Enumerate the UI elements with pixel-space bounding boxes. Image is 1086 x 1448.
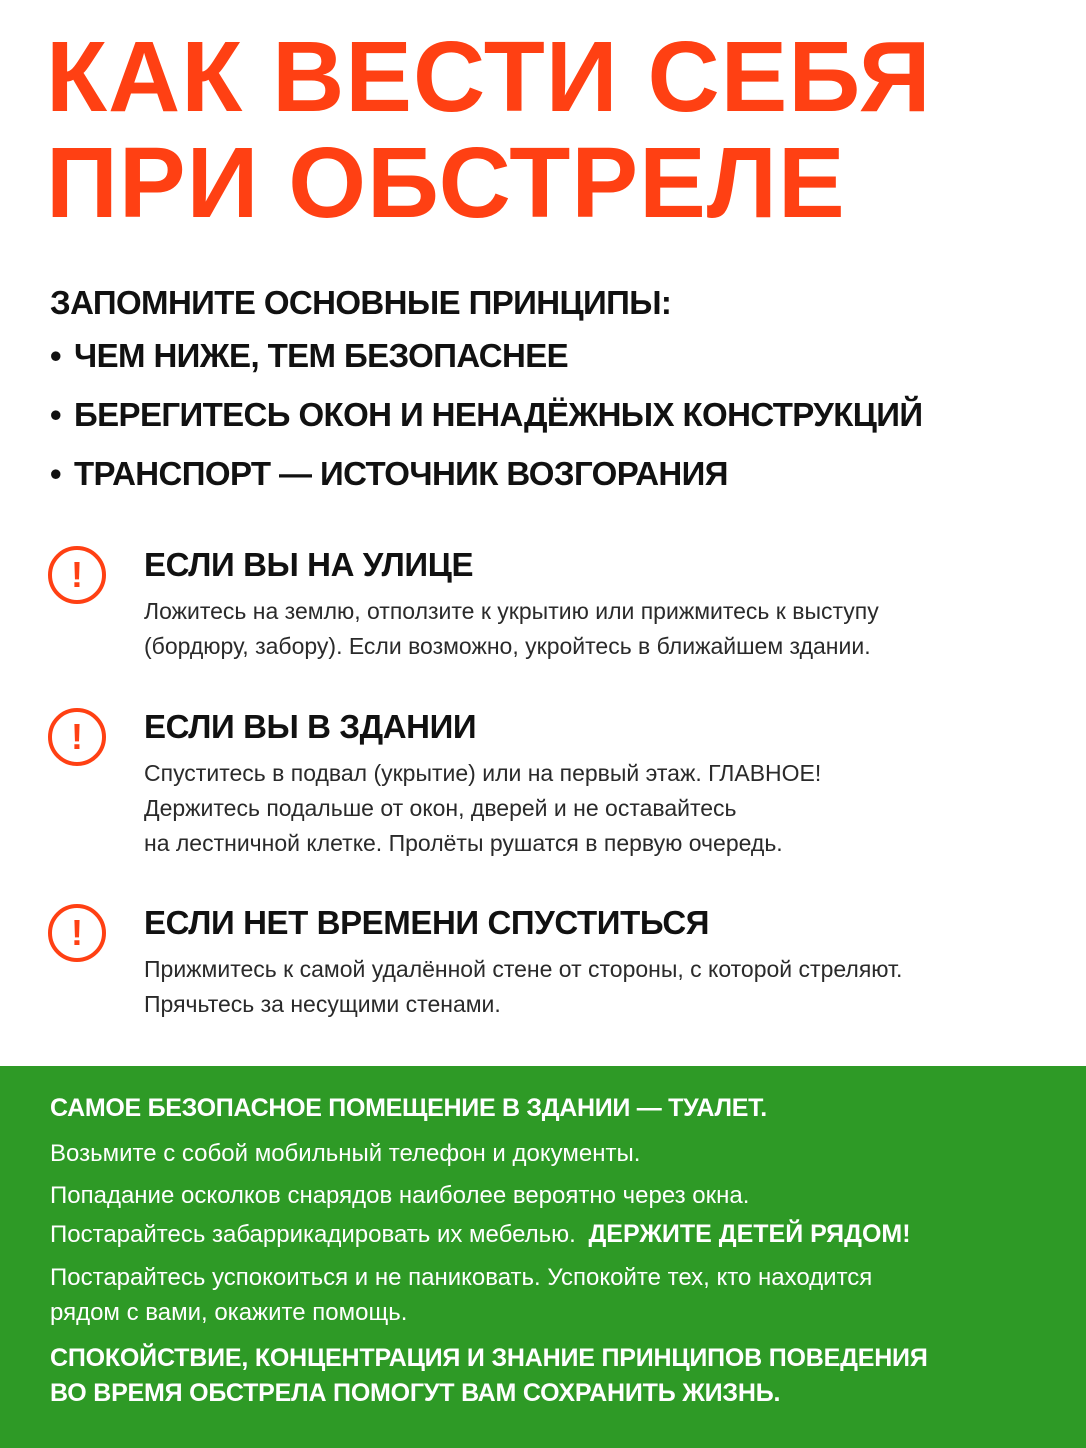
section-title: ЕСЛИ ВЫ НА УЛИЦЕ [144, 546, 474, 583]
keep-children-notice: ДЕРЖИТЕ ДЕТЕЙ РЯДОМ! [588, 1220, 911, 1248]
bullet-icon: • [50, 455, 61, 492]
principles-block [50, 284, 1050, 513]
title-line-2: ПРИ ОБСТРЕЛЕ [46, 127, 846, 239]
safety-panel [0, 1066, 1086, 1448]
section-line: Спуститесь в подвал (укрытие) или на первый этаж. ГЛАВНОЕ! [144, 760, 822, 786]
principle-item [50, 454, 1050, 513]
safety-line: Постарайтесь успокоиться и не паниковать. Успокойте тех, кто находится [50, 1264, 873, 1291]
section-body [144, 952, 1044, 1022]
principles-heading: ЗАПОМНИТЕ ОСНОВНЫЕ ПРИНЦИПЫ: [50, 284, 672, 321]
safety-conclusion: ВО ВРЕМЯ ОБСТРЕЛА ПОМОГУТ ВАМ СОХРАНИТЬ ЖИЗНЬ. [50, 1379, 781, 1407]
page-title [46, 21, 1056, 239]
safety-heading: САМОЕ БЕЗОПАСНОЕ ПОМЕЩЕНИЕ В ЗДАНИИ — ТУАЛЕТ. [50, 1094, 767, 1122]
principles-list [50, 336, 1050, 513]
safety-line [50, 1220, 1050, 1264]
safety-line: рядом с вами, окажите помощь. [50, 1299, 408, 1326]
alert-icon: ! [48, 708, 106, 766]
section-line: Ложитесь на землю, отползите к укрытию или прижмитесь к выступу [144, 598, 879, 624]
section-body [144, 594, 1044, 664]
safety-line: Попадание осколков снарядов наиболее вероятно через окна. [50, 1182, 750, 1209]
section-line: на лестничной клетке. Пролёты рушатся в первую очередь. [144, 830, 783, 856]
alert-icon: ! [48, 904, 106, 962]
principle-item [50, 395, 1050, 454]
principle-item [50, 336, 1050, 395]
title-line-1: КАК ВЕСТИ СЕБЯ [46, 21, 932, 133]
bullet-icon: • [50, 396, 61, 433]
safety-text: Постарайтесь забаррикадировать их мебелью. [50, 1221, 576, 1248]
safety-line: Возьмите с собой мобильный телефон и документы. [50, 1140, 641, 1167]
alert-icon: ! [48, 546, 106, 604]
section-line: (бордюру, забору). Если возможно, укройтесь в ближайшем здании. [144, 633, 871, 659]
bullet-icon: • [50, 337, 61, 374]
safety-panel-content [50, 1094, 1050, 1411]
principle-text: БЕРЕГИТЕСЬ ОКОН И НЕНАДЁЖНЫХ КОНСТРУКЦИЙ [74, 396, 923, 433]
section-title: ЕСЛИ НЕТ ВРЕМЕНИ СПУСТИТЬСЯ [144, 904, 710, 941]
principle-text: ТРАНСПОРТ — ИСТОЧНИК ВОЗГОРАНИЯ [74, 455, 728, 492]
section-line: Прячьтесь за несущими стенами. [144, 991, 501, 1017]
safety-conclusion: СПОКОЙСТВИЕ, КОНЦЕНТРАЦИЯ И ЗНАНИЕ ПРИНЦИПОВ ПОВЕДЕНИЯ [50, 1344, 928, 1372]
section-body [144, 756, 1044, 861]
section-line: Прижмитесь к самой удалённой стене от стороны, с которой стреляют. [144, 956, 903, 982]
principle-text: ЧЕМ НИЖЕ, ТЕМ БЕЗОПАСНЕЕ [74, 337, 569, 374]
section-title: ЕСЛИ ВЫ В ЗДАНИИ [144, 708, 477, 745]
section-line: Держитесь подальше от окон, дверей и не оставайтесь [144, 795, 737, 821]
